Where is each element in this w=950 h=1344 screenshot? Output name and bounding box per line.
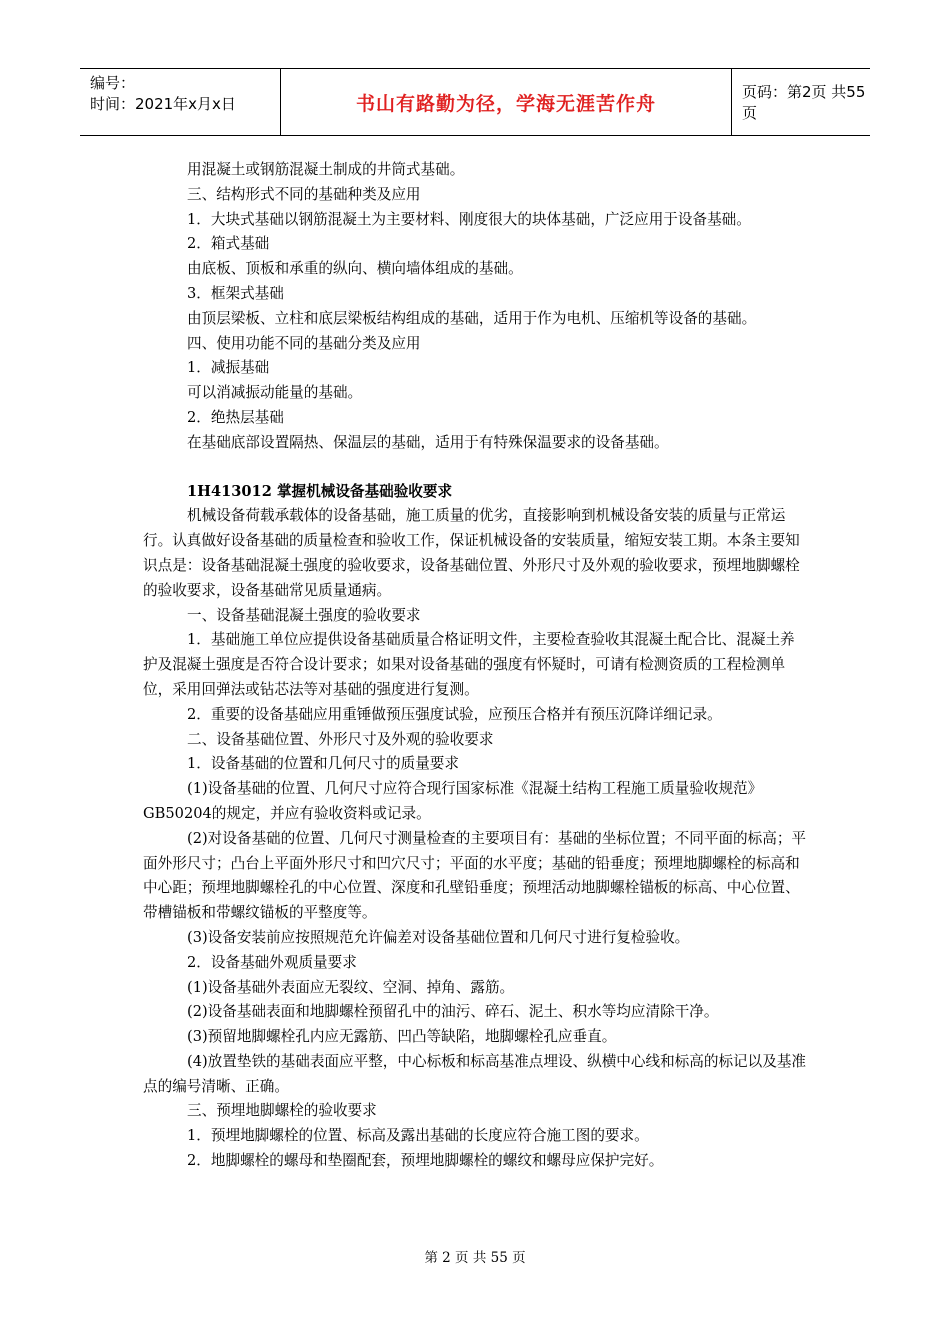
number-label: 编号： [90,74,136,92]
footer-page-number: 第 2 页 共 55 页 [424,1250,526,1266]
paragraph: 2．地脚螺栓的螺母和垫圈配套，预埋地脚螺栓的螺纹和螺母应保护完好。 [187,1152,664,1170]
list-item: (2)对设备基础的位置、几何尺寸测量检查的主要项目有：基础的坐标位置；不同平面的标高；平面外形尺寸；凸台上平面外形尺寸和凹穴尺寸；平面的水平度；基础的铅垂度；预埋地脚螺栓的标高和中心距；预埋地脚螺栓孔的中心位置、深度和孔壁铅垂度；预埋活动地脚螺栓锚板的标高、中心位置、带槽锚板和带螺纹锚板的平整度等。 [143,829,807,922]
list-item: (1)设备基础外表面应无裂纹、空洞、掉角、露筋。 [187,978,515,996]
heading-3: 三、预埋地脚螺栓的验收要求 [187,1102,377,1120]
page-footer [0,1246,950,1266]
heading-1: 一、设备基础混凝土强度的验收要求 [187,606,421,624]
paragraph: 用混凝土或钢筋混凝土制成的井筒式基础。 [187,161,465,178]
list-item: (3)预留地脚螺栓孔内应无露筋、凹凸等缺陷，地脚螺栓孔应垂直。 [187,1028,617,1046]
list-item: (2)设备基础表面和地脚螺栓预留孔中的油污、碎石、泥土、积水等均应清除干净。 [187,1003,719,1021]
paragraph: 1．基础施工单位应提供设备基础质量合格证明文件，主要检查验收其混凝土配合比、混凝土养护及混凝土强度是否符合设计要求；如果对设备基础的强度有怀疑时，可请有检测资质的工程检测单位，采用回弹法或钻芯法等对基础的强度进行复测。 [143,631,795,698]
header-motto-cell [280,69,732,135]
subheading: 1．设备基础的位置和几何尺寸的质量要求 [187,755,459,773]
date-label: 时间：2021年x月x日 [90,95,236,113]
paragraph: 在基础底部设置隔热、保温层的基础，适用于有特殊保温要求的设备基础。 [187,433,669,451]
subheading: 1．减振基础 [187,359,270,377]
paragraph: 1．大块式基础以钢筋混凝土为主要材料、刚度很大的块体基础，广泛应用于设备基础。 [187,210,751,228]
list-item: (3)设备安装前应按照规范允许偏差对设备基础位置和几何尺寸进行复检验收。 [187,928,690,946]
paragraph: 机械设备荷载承载体的设备基础，施工质量的优劣，直接影响到机械设备安装的质量与正常运行。认真做好设备基础的质量检查和验收工作，保证机械设备的安装质量，缩短安装工期。本条主要知识点是：设备基础混凝土强度的验收要求，设备基础位置、外形尺寸及外观的验收要求，预埋地脚螺栓的验收要求，设备基础常见质量通病。 [143,507,800,599]
subheading: 3．框架式基础 [187,284,284,302]
motto: 书山有路勤为径，学海无涯苦作舟 [355,92,656,115]
list-item: (4)放置垫铁的基础表面应平整，中心标板和标高基准点埋设、纵横中心线和标高的标记以及基准点的编号清晰、正确。 [143,1052,807,1095]
list-item: (1)设备基础的位置、几何尺寸应符合现行国家标准《混凝土结构工程施工质量验收规范》GB50204的规定，并应有验收资料或记录。 [143,780,763,822]
heading-2: 二、设备基础位置、外形尺寸及外观的验收要求 [187,730,494,748]
subheading: 2．绝热层基础 [187,408,284,426]
header-page-cell [742,69,870,135]
heading-4: 四、使用功能不同的基础分类及应用 [187,334,421,352]
section-title: 1H413012 掌握机械设备基础验收要求 [187,482,453,500]
header-meta [90,73,236,115]
document-body [143,158,808,1174]
paragraph: 可以消减振动能量的基础。 [187,384,363,402]
paragraph: 由底板、顶板和承重的纵向、横向墙体组成的基础。 [187,260,523,278]
subheading: 2．设备基础外观质量要求 [187,953,357,971]
page-header [80,68,870,136]
subheading: 2．箱式基础 [187,235,270,253]
page-label: 页码：第2页 共55页 [742,83,866,122]
paragraph: 2．重要的设备基础应用重锤做预压强度试验，应预压合格并有预压沉降详细记录。 [187,705,722,723]
paragraph: 由顶层梁板、立柱和底层梁板结构组成的基础，适用于作为电机、压缩机等设备的基础。 [187,309,757,327]
heading-3: 三、结构形式不同的基础种类及应用 [187,185,421,203]
spacer [143,456,808,480]
paragraph: 1．预埋地脚螺栓的位置、标高及露出基础的长度应符合施工图的要求。 [187,1127,649,1145]
